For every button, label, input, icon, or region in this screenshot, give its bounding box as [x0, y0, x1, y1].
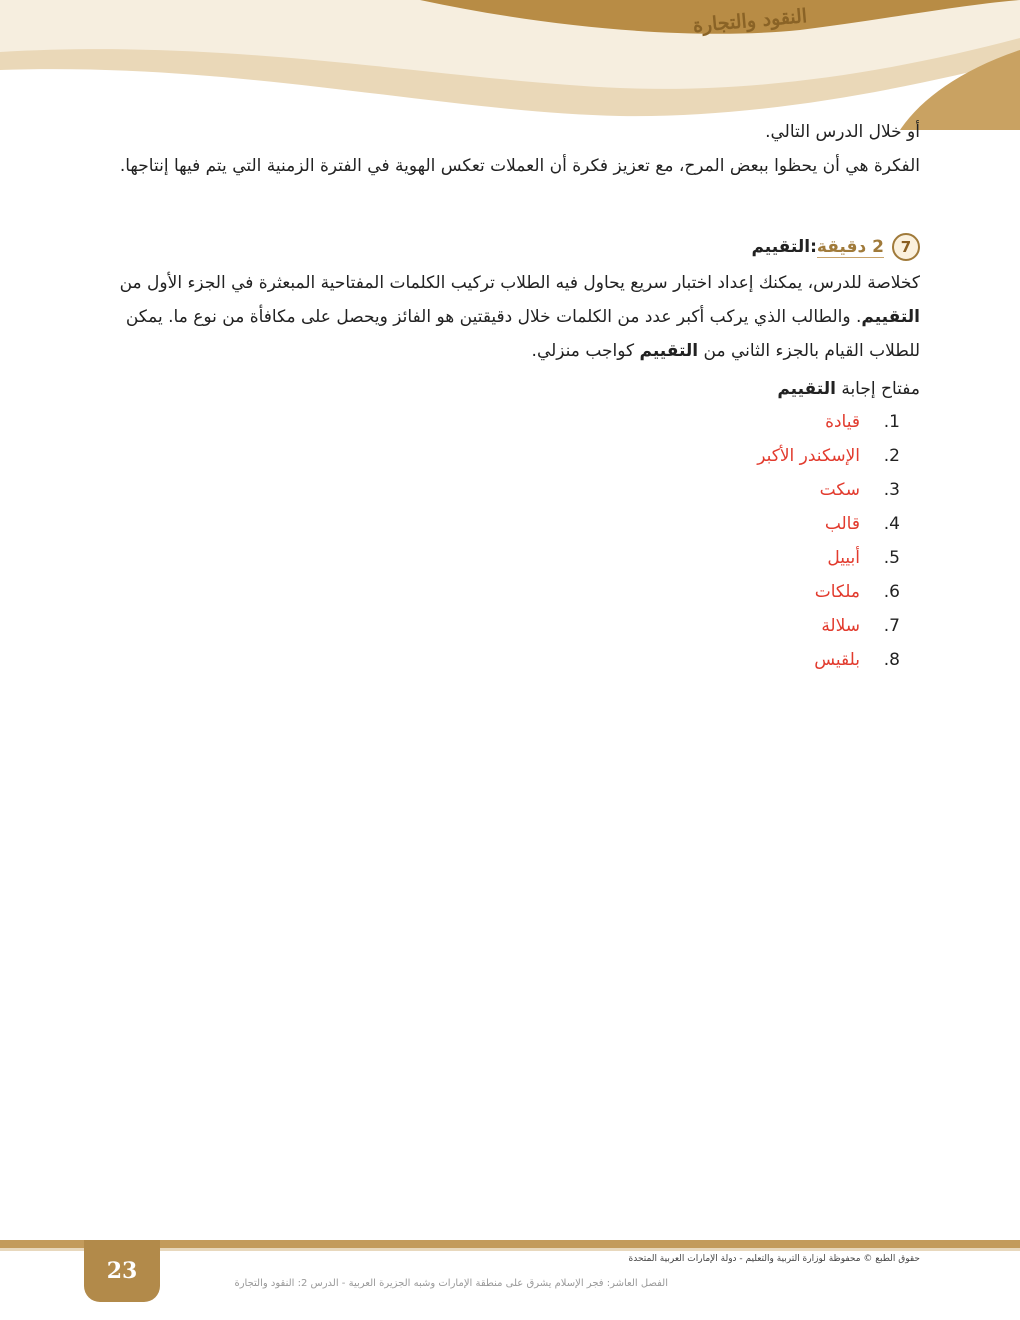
list-item [600, 643, 900, 677]
answer-text: ملكات [814, 582, 860, 602]
answer-key-heading [70, 372, 920, 406]
body-bold-1: التقييم [861, 307, 920, 327]
answer-key-label: مفتاح إجابة [835, 379, 920, 399]
list-item [600, 473, 900, 507]
intro-line-2: الفكرة هي أن يحظوا ببعض المرح، مع تعزيز فكرة أن العملات تعكس الهوية في الفترة الزمنية التي يتم فيها إنتاجها. [119, 156, 920, 176]
intro-line-1: أو خلال الدرس التالي. [765, 122, 920, 142]
list-item [600, 609, 900, 643]
intro-paragraph [70, 115, 920, 183]
answer-text: سلالة [821, 616, 860, 636]
answer-key-bold: التقييم [777, 379, 836, 399]
answer-number: 1. [883, 412, 900, 432]
list-item [600, 541, 900, 575]
list-item [600, 405, 900, 439]
body-text-1: كخلاصة للدرس، يمكنك إعداد اختبار سريع يحاول فيه الطلاب تركيب الكلمات المفتاحية المبعثرة في الجزء الأول من [119, 273, 920, 293]
answer-text: بلقيس [814, 650, 860, 670]
answer-number: 2. [883, 446, 900, 466]
list-item [600, 439, 900, 473]
body-bold-2: التقييم [639, 341, 699, 361]
section-colon: : [810, 237, 817, 257]
section-title: التقييم [751, 237, 811, 257]
list-item [600, 575, 900, 609]
answer-text: أبييل [827, 548, 860, 568]
copyright-text: حقوق الطبع © محفوظة لوزارة التربية والتعليم - دولة الإمارات العربية المتحدة [628, 1254, 920, 1264]
page-number: 23 [84, 1240, 160, 1302]
answer-number: 3. [883, 480, 900, 500]
section-minutes: 2 دقيقة [816, 236, 884, 257]
answer-number: 5. [883, 548, 900, 568]
answer-text: قالب [824, 514, 860, 534]
answer-text: سكت [819, 480, 860, 500]
answer-number: 8. [883, 650, 900, 670]
body-text-3: كواجب منزلي. [531, 341, 640, 361]
answer-list [600, 405, 900, 677]
answer-text: قيادة [825, 412, 860, 432]
header-title: النقود والتجارة [692, 5, 808, 37]
section-heading [70, 230, 920, 264]
answer-number: 6. [883, 582, 900, 602]
body-text-2: . والطالب الذي يركب أكبر عدد من الكلمات خلال دقيقتين هو الفائز ويحصل على مكافأة من نوع ما. يمكن للطلاب القيام بالجزء الثاني من [125, 307, 920, 361]
answer-number: 7. [883, 616, 900, 636]
section-number-badge: 7 [892, 233, 920, 261]
chapter-line: الفصل العاشر: فجر الإسلام يشرق على منطقة الإمارات وشبه الجزيرة العربية - الدرس 2: النقود والتجارة [234, 1278, 668, 1289]
answer-number: 4. [883, 514, 900, 534]
assessment-paragraph [70, 266, 920, 368]
answer-text: الإسكندر الأكبر [757, 446, 860, 466]
list-item [600, 507, 900, 541]
